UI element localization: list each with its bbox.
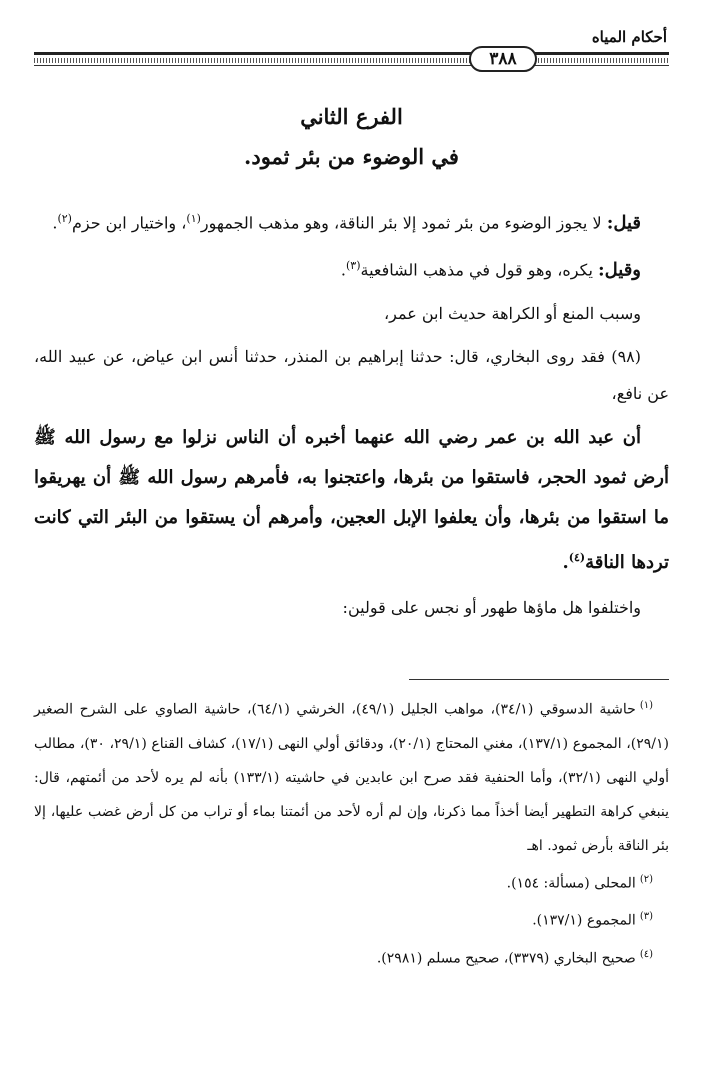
footnote-1 (34, 689, 669, 863)
running-title: أحكام المياه (591, 28, 667, 46)
punctuation: . (340, 260, 346, 280)
paragraph-first-opinion (34, 200, 669, 241)
page-number: ٣٨٨ (469, 46, 537, 72)
paragraph-second-opinion (34, 247, 669, 288)
main-text (34, 200, 669, 632)
opinion-label: قيل: (606, 212, 641, 234)
paragraph-isnad: (٩٨) فقد روى البخاري، قال: حدثنا إبراهيم بن المنذر، حدثنا أنس ابن عياض، عن عبيد الله، عن نافع، (34, 346, 669, 403)
footnote-ref[interactable]: (٤) (568, 550, 586, 564)
header-ornament (34, 58, 669, 63)
footnote-text: حاشية الدسوقي (٣٤/١)، مواهب الجليل (٤٩/١)، الخرشي (٦٤/١)، حاشية الصاوي على الشرح الصغير (٢٩/١)، المجموع (١٣٧/١)، مغني المحتاج (٢٠/١)، ودقائق أولي النهى (١٧/١)، كشاف القناع (٢٩/١، ٣٠)، مطالب أولي النهى (٣٢/١)، وأما الحنفية فقد صرح ابن عابدين في حاشيته (١٣٣/١) بأنه لم يره لأحد من أئمتهم، قال: ينبغي كراهة التطهير أيضا أخذاً مما ذكرنا، وإن لم أره لأحد من أئمتنا بماء أو تراب من كل أرض غضب عليها، إلا بئر الناقة بأرض ثمود. اهـ (34, 701, 669, 854)
footnote-text: المحلى (مسألة: ١٥٤). (506, 875, 636, 892)
paragraph-text: ، واختيار ابن حزم (71, 213, 187, 233)
section-title: الفرع الثاني (300, 104, 403, 129)
paragraph-text: لا يجوز الوضوء من بئر ثمود إلا بئر الناقة، وهو مذهب الجمهور (200, 213, 602, 233)
footnote-number: (١) (639, 700, 653, 711)
footnote-separator (409, 679, 669, 680)
paragraph-text: يكره، وهو قول في مذهب الشافعية (360, 260, 593, 280)
footnotes (34, 689, 669, 976)
footnote-3 (34, 900, 669, 938)
footnote-ref[interactable]: (١) (186, 212, 201, 225)
punctuation: . (562, 551, 569, 573)
footnote-number: (٤) (639, 948, 653, 960)
header-rule (34, 52, 669, 55)
section-heading (0, 97, 703, 177)
hadith-text (34, 418, 669, 583)
header-rule-bottom (34, 65, 669, 66)
footnote-ref[interactable]: (٣) (345, 259, 361, 273)
paragraph-disagreement: واختلفوا هل ماؤها طهور أو نجس على قولين: (342, 597, 641, 617)
footnote-text: صحيح البخاري (٣٣٧٩)، صحيح مسلم (٢٩٨١). (376, 950, 636, 967)
opinion-label: وقيل: (597, 259, 641, 281)
footnote-2 (34, 863, 669, 901)
paragraph-reason: وسبب المنع أو الكراهة حديث ابن عمر، (383, 303, 641, 323)
footnote-number: (٢) (639, 873, 653, 885)
footnote-number: (٣) (639, 911, 653, 923)
section-subtitle: في الوضوء من بئر ثمود. (244, 144, 459, 169)
footnote-text: المجموع (١٣٧/١). (532, 912, 636, 929)
footnote-ref[interactable]: (٢) (57, 212, 72, 225)
page-header (34, 28, 669, 78)
hadith-body: أن عبد الله بن عمر رضي الله عنهما أخبره أن الناس نزلوا مع رسول الله ﷺ أرض ثمود الحجر، فاستقوا من بئرها، واعتجنوا به، فأمرهم رسول الله ﷺ أن يهريقوا ما استقوا من بئرها، وأن يعلفوا الإبل العجين، وأمرهم أن يستقوا من البئر التي كانت تردها الناقة (34, 426, 669, 573)
punctuation: . (52, 213, 58, 233)
footnote-4 (34, 938, 669, 976)
